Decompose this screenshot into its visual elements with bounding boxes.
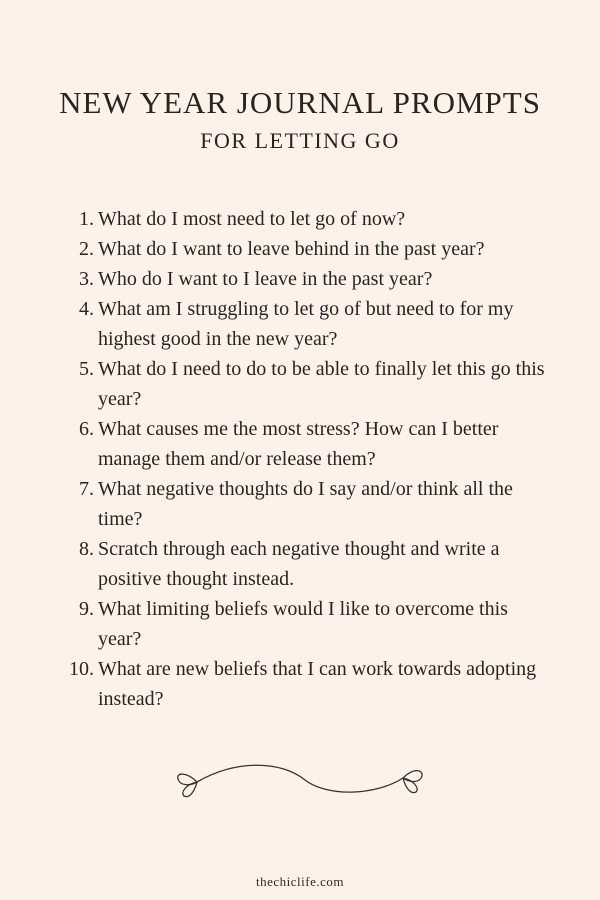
divider-section (0, 758, 600, 807)
list-item-text: What causes me the most stress? How can I better manage them and/or release them? (98, 418, 499, 471)
list-item (58, 264, 548, 294)
list-item-text: What am I struggling to let go of but need to for my highest good in the new year? (98, 298, 514, 351)
list-item-text: Scratch through each negative thought and write a positive thought instead. (98, 538, 500, 591)
list-item (58, 354, 548, 414)
list-item (58, 234, 548, 264)
list-item-number: 3. (79, 268, 94, 291)
list-item-text: Who do I want to I leave in the past year? (98, 268, 433, 291)
list-item-number: 6. (79, 418, 94, 441)
list-item-text: What are new beliefs that I can work towards adopting instead? (98, 658, 537, 711)
list-item (58, 474, 548, 534)
list-item (58, 204, 548, 234)
list-item-number: 10. (69, 658, 94, 681)
list-item (58, 594, 548, 654)
list-item-number: 9. (79, 598, 94, 621)
list-item-number: 7. (79, 478, 94, 501)
list-item-text: What limiting beliefs would I like to overcome this year? (98, 598, 508, 651)
list-item-text: What do I need to do to be able to finally let this go this year? (98, 358, 545, 411)
list-item-number: 5. (79, 358, 94, 381)
website-footer: thechiclife.com (256, 874, 344, 889)
list-item-text: What negative thoughts do I say and/or think all the time? (98, 478, 513, 531)
page-subtitle: FOR LETTING GO (200, 128, 400, 154)
page-header (0, 0, 600, 154)
list-item-number: 1. (79, 208, 94, 231)
list-item-number: 2. (79, 238, 94, 261)
list-item-number: 8. (79, 538, 94, 561)
list-item (58, 294, 548, 354)
list-item (58, 414, 548, 474)
list-item-number: 4. (79, 298, 94, 321)
list-item (58, 534, 548, 594)
list-item-text: What do I most need to let go of now? (98, 208, 406, 231)
prompt-list (0, 204, 600, 714)
list-item-text: What do I want to leave behind in the past year? (98, 238, 485, 261)
list-item (58, 654, 548, 714)
page-title: NEW YEAR JOURNAL PROMPTS (59, 85, 541, 120)
vine-flourish-divider-icon (175, 758, 425, 802)
